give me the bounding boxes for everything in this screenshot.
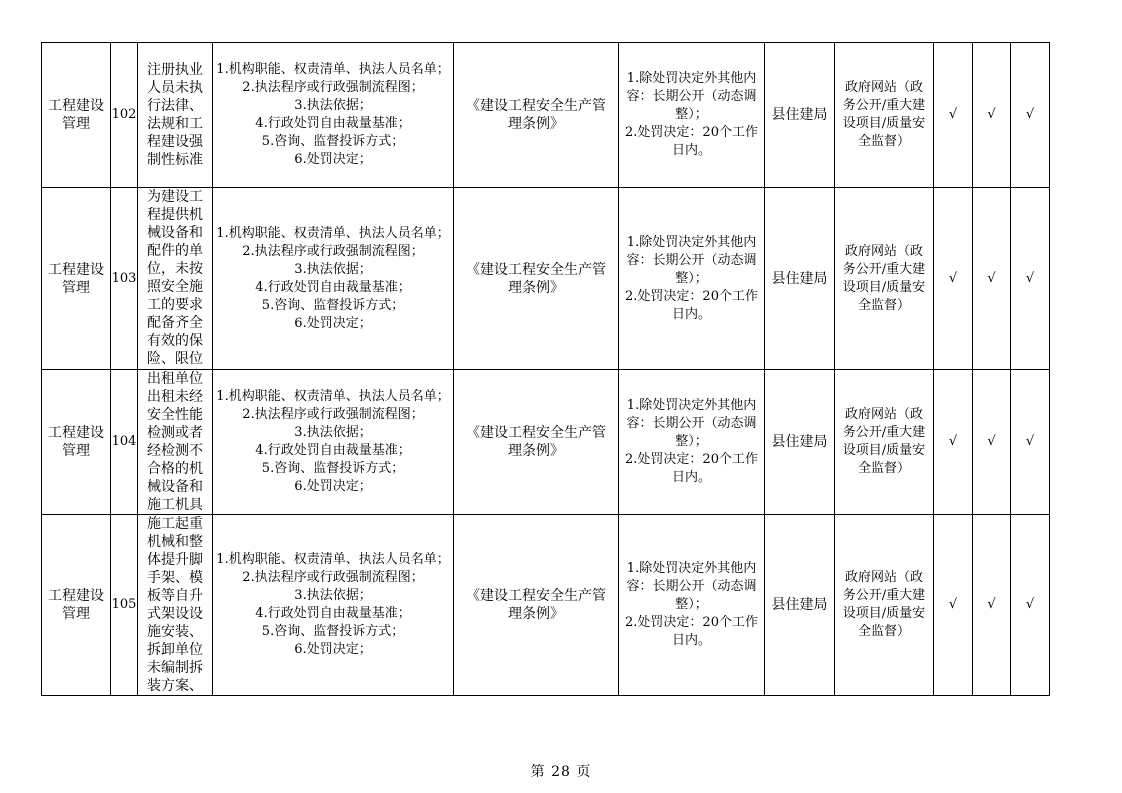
page-number: 第 28 页 [530, 764, 592, 780]
checkmark-cell: √ [973, 515, 1011, 696]
subject-cell: 县住建局 [765, 515, 835, 696]
table-row [42, 43, 1050, 188]
content-line: 4.行政处罚自由裁量基准； [255, 116, 411, 131]
channel-cell: 政府网站（政务公开/重大建设项目/质量安全监督） [835, 188, 934, 370]
time-cell: 1.除处罚决定外其他内容：长期公开（动态调整）； 2.处罚决定：20个工作日内。 [619, 515, 765, 696]
category-cell: 工程建设管理 [42, 43, 111, 188]
table-row [42, 370, 1050, 515]
content-line: 2.执法程序或行政强制流程图； [242, 80, 424, 95]
content-line: 5.咨询、监督投诉方式； [261, 461, 405, 476]
number-cell: 104 [111, 370, 138, 515]
content-line: 2.执法程序或行政强制流程图； [242, 570, 424, 585]
content-cell [213, 515, 454, 696]
content-line: 1.机构职能、权责清单、执法人员名单； [216, 225, 450, 241]
checkmark-cell: √ [973, 43, 1011, 188]
content-cell [213, 188, 454, 370]
content-line: 1.机构职能、权责清单、执法人员名单； [216, 389, 450, 404]
time-cell: 1.除处罚决定外其他内容：长期公开（动态调整）； 2.处罚决定：20个工作日内。 [619, 370, 765, 515]
item-text: 施工起重机械和整体提升脚手架、模板等自升式架设设施安装、拆卸单位未编制拆装方案、 [147, 516, 203, 694]
category-cell: 工程建设管理 [42, 515, 111, 696]
time-cell: 1.除处罚决定外其他内容：长期公开（动态调整）； 2.处罚决定：20个工作日内。 [619, 188, 765, 370]
checkmark-cell: √ [934, 515, 973, 696]
content-line: 2.执法程序或行政强制流程图； [242, 243, 424, 259]
content-line: 1.机构职能、权责清单、执法人员名单； [216, 62, 450, 77]
disclosure-table [41, 42, 1050, 696]
content-line: 2.执法程序或行政强制流程图； [242, 407, 424, 422]
content-line: 6.处罚决定； [294, 315, 372, 331]
content-line: 4.行政处罚自由裁量基准； [255, 443, 411, 458]
table-row [42, 515, 1050, 696]
item-cell [138, 188, 213, 370]
category-cell: 工程建设管理 [42, 188, 111, 370]
content-line: 1.机构职能、权责清单、执法人员名单； [216, 552, 450, 567]
channel-cell: 政府网站（政务公开/重大建设项目/质量安全监督） [835, 43, 934, 188]
item-text: 出租单位出租未经安全性能检测或者经检测不合格的机械设备和施工机具 [147, 371, 203, 513]
basis-cell: 《建设工程安全生产管理条例》 [454, 515, 619, 696]
basis-cell: 《建设工程安全生产管理条例》 [454, 43, 619, 188]
content-line: 6.处罚决定； [294, 479, 372, 494]
content-cell [213, 43, 454, 188]
item-cell [138, 515, 213, 696]
checkmark-cell: √ [1011, 43, 1050, 188]
subject-cell: 县住建局 [765, 43, 835, 188]
item-cell: 注册执业人员未执行法律、法规和工程建设强制性标准 [138, 43, 213, 188]
number-cell: 105 [111, 515, 138, 696]
checkmark-cell: √ [973, 370, 1011, 515]
content-line: 6.处罚决定； [294, 642, 372, 657]
checkmark-cell: √ [934, 43, 973, 188]
table-row [42, 188, 1050, 370]
content-line: 4.行政处罚自由裁量基准； [255, 279, 411, 295]
content-line: 4.行政处罚自由裁量基准； [255, 606, 411, 621]
basis-cell: 《建设工程安全生产管理条例》 [454, 370, 619, 515]
content-line: 6.处罚决定； [294, 152, 372, 167]
item-cell [138, 370, 213, 515]
basis-cell: 《建设工程安全生产管理条例》 [454, 188, 619, 370]
category-cell: 工程建设管理 [42, 370, 111, 515]
checkmark-cell: √ [1011, 188, 1050, 370]
item-text: 为建设工程提供机械设备和配件的单位，未按照安全施工的要求配备齐全有效的保险、限位 [147, 189, 203, 367]
content-line: 5.咨询、监督投诉方式； [261, 297, 405, 313]
checkmark-cell: √ [973, 188, 1011, 370]
content-cell [213, 370, 454, 515]
content-line: 5.咨询、监督投诉方式； [261, 134, 405, 149]
checkmark-cell: √ [1011, 370, 1050, 515]
number-cell: 102 [111, 43, 138, 188]
time-cell: 1.除处罚决定外其他内容：长期公开（动态调整）； 2.处罚决定：20个工作日内。 [619, 43, 765, 188]
content-line: 3.执法依据； [294, 588, 372, 603]
content-line: 3.执法依据； [294, 425, 372, 440]
content-line: 3.执法依据； [294, 98, 372, 113]
subject-cell: 县住建局 [765, 370, 835, 515]
content-line: 5.咨询、监督投诉方式； [261, 624, 405, 639]
content-line: 3.执法依据； [294, 261, 372, 277]
checkmark-cell: √ [934, 188, 973, 370]
number-cell: 103 [111, 188, 138, 370]
checkmark-cell: √ [1011, 515, 1050, 696]
channel-cell: 政府网站（政务公开/重大建设项目/质量安全监督） [835, 515, 934, 696]
channel-cell: 政府网站（政务公开/重大建设项目/质量安全监督） [835, 370, 934, 515]
subject-cell: 县住建局 [765, 188, 835, 370]
checkmark-cell: √ [934, 370, 973, 515]
